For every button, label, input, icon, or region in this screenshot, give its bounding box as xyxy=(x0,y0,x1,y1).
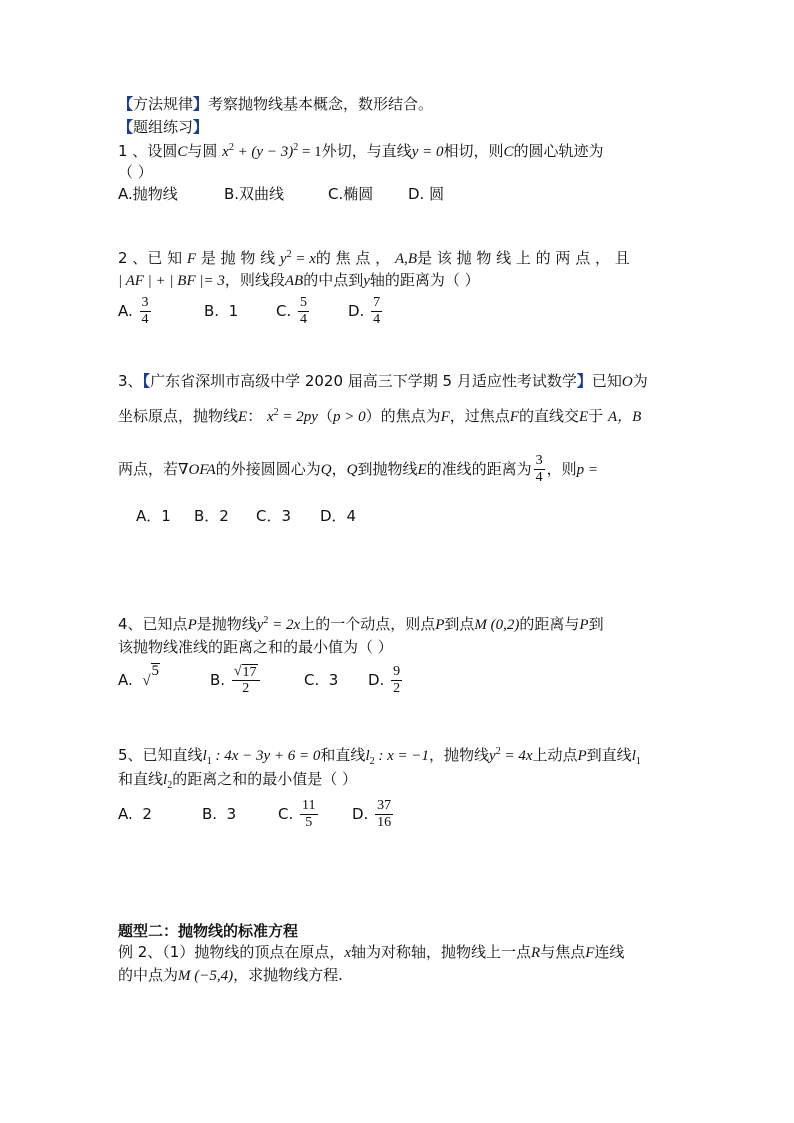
q3-text: 于 xyxy=(588,407,604,425)
q5-line1-ref: $l_1$ xyxy=(631,748,641,767)
q5-line2 xyxy=(118,769,357,790)
q3-var-e: E xyxy=(417,462,427,478)
q5-text: 和直线 xyxy=(320,746,366,764)
q4-text: 的距离与 xyxy=(519,615,580,633)
q5-option-b: B. 3 xyxy=(202,805,237,823)
q3-var-e: E xyxy=(238,409,248,425)
ex2-var-f: F xyxy=(585,945,595,961)
q1-text: 相切，则 xyxy=(443,142,504,160)
ex2-text: ，求抛物线方程. xyxy=(233,966,343,984)
q1-text: 的圆心轨迹为 xyxy=(513,142,604,160)
q3-line2 xyxy=(118,406,641,427)
bracket-open: 【 xyxy=(118,118,134,136)
ex2-text: 与焦点 xyxy=(540,943,586,961)
practice-label: 题组练习 xyxy=(133,118,194,136)
q3-line3 xyxy=(118,452,598,487)
ex2-axis: x xyxy=(344,945,352,961)
q1-circle-equation: $x^2 + (y - 3)^2 = 1$ xyxy=(222,142,322,160)
bracket-open: 【 xyxy=(142,372,151,390)
section-title: 题型二：抛物线的标准方程 xyxy=(118,922,299,940)
ex2-var-r: R xyxy=(531,945,541,961)
ex2-text: 的中点为 xyxy=(118,966,179,984)
q3-text: 的外接圆圆心为 xyxy=(215,460,321,478)
answer-blank: （ ） xyxy=(118,163,153,181)
q3-text: ，过焦点 xyxy=(449,407,510,425)
method-label: 方法规律 xyxy=(133,95,194,113)
q3-points: A，B xyxy=(607,409,642,425)
q4-option-b: B. √ 17 2 xyxy=(210,662,304,698)
q2-segment: AB xyxy=(284,273,304,289)
q3-var-o: O xyxy=(621,374,633,390)
q2-option-a: A. $\frac{3}{4}$ xyxy=(118,295,149,327)
bracket-close: 】 xyxy=(193,95,209,113)
q3-option-b: B．2 xyxy=(194,507,229,525)
q5-option-d: D. $\frac{37}{16}$ xyxy=(352,798,392,830)
q2-text: 的中点到 xyxy=(303,271,364,289)
q1-text: 与圆 xyxy=(187,142,218,160)
q3-text: 坐标原点，抛物线 xyxy=(118,407,239,425)
q1-paren xyxy=(118,162,153,182)
q4-number: 4、 xyxy=(118,615,143,633)
q5-options xyxy=(118,796,395,832)
q2-condition: | AF | + | BF |= 3 xyxy=(118,273,225,289)
method-line xyxy=(118,94,433,114)
practice-heading xyxy=(118,117,208,137)
q4-var-p: P xyxy=(435,617,445,633)
q2-option-d: D. $\frac{7}{4}$ xyxy=(348,295,381,327)
q4-option-d: D. $\frac{9}{2}$ xyxy=(368,664,401,696)
q4-text: 上的一个动点，则点 xyxy=(300,615,436,633)
q3-parabola-equation: $x^2 = 2py$ xyxy=(266,407,318,425)
q4-line2 xyxy=(118,637,393,657)
q3-var-q: Q xyxy=(320,462,332,478)
q3-var-e: E xyxy=(578,409,589,425)
q3-option-a: A．1 xyxy=(136,507,171,525)
q3-text: ： xyxy=(247,407,263,425)
q2-text: ，则线段 xyxy=(224,271,285,289)
q3-text: 已知 xyxy=(591,372,622,390)
q1-line1 xyxy=(118,141,604,162)
q3-p-condition: p > 0 xyxy=(332,409,366,425)
q1-option-a: A.抛物线 xyxy=(118,185,178,203)
q2-text: 是 抛 物 线 xyxy=(200,249,276,267)
q4-text: 到 xyxy=(588,615,604,633)
q3-line1 xyxy=(118,371,648,392)
q3-option-c: C．3 xyxy=(256,507,292,525)
q1-line-equation: y = 0 xyxy=(411,144,444,160)
q5-parabola-equation: $y^2 = 4x$ xyxy=(489,746,533,764)
q3-option-d: D．4 xyxy=(320,507,357,525)
q4-option-c: C. 3 xyxy=(304,671,339,689)
method-text: 考察抛物线基本概念，数形结合。 xyxy=(208,95,434,113)
q3-text: 两点，若 xyxy=(118,460,179,478)
q5-line2-ref: $l_2$ xyxy=(163,772,173,791)
q1-number: 1 、 xyxy=(118,142,148,160)
bracket-close: 】 xyxy=(576,372,592,390)
q2-var-f: F xyxy=(186,251,197,267)
q5-text: 和直线 xyxy=(118,770,164,788)
q3-var-f: F xyxy=(509,409,519,425)
q2-options xyxy=(118,294,384,328)
ex2-line2 xyxy=(118,965,343,986)
q4-line1 xyxy=(118,614,604,635)
q2-parabola-equation: $y^2 = x$ xyxy=(279,249,316,267)
q5-option-a: A. 2 xyxy=(118,805,152,823)
q4-text: 是抛物线 xyxy=(196,615,257,633)
ex2-point-m: M (−5,4) xyxy=(178,968,234,984)
q2-option-c: C. $\frac{5}{4}$ xyxy=(276,295,308,327)
q2-option-b: B. 1 xyxy=(204,302,239,320)
q4-text: 该抛物线准线的距离之和的最小值为（ ） xyxy=(118,638,393,656)
ex2-text: 例 2、（1）抛物线的顶点在原点， xyxy=(118,943,345,961)
q4-parabola-equation: $y^2 = 2x$ xyxy=(256,615,301,633)
q3-text: ， xyxy=(331,460,347,478)
q3-source: 广东省深圳市高级中学 2020 届高三下学期 5 月适应性考试数学 xyxy=(150,372,577,390)
q5-text: ，抛物线 xyxy=(429,746,490,764)
q1-option-b: B.双曲线 xyxy=(224,185,285,203)
ex2-text: 轴为对称轴，抛物线上一点 xyxy=(351,943,532,961)
q1-var-c: C xyxy=(503,144,514,160)
q3-text: 为 xyxy=(632,372,648,390)
q2-text: 是 该 抛 物 线 上 的 两 点 ， 且 xyxy=(417,249,630,267)
ex2-text: 连线 xyxy=(594,943,625,961)
q2-text: 轴的距离为（ ） xyxy=(369,271,480,289)
q5-text: 已知直线 xyxy=(142,746,203,764)
q4-options xyxy=(118,662,404,699)
q3-text: ）的焦点为 xyxy=(365,407,441,425)
q4-option-a: A. √ 5 xyxy=(118,663,160,689)
q5-text: 的距离之和的最小值是（ ） xyxy=(172,770,357,788)
ex2-line1 xyxy=(118,942,624,963)
q4-text: 已知点 xyxy=(142,615,188,633)
bracket-close: 】 xyxy=(193,118,209,136)
q5-line1 xyxy=(118,745,641,766)
q5-option-c: C. $\frac{11}{5}$ xyxy=(278,798,316,830)
q3-var-f: F xyxy=(440,409,450,425)
q4-text: 到点 xyxy=(444,615,475,633)
q4-var-p: P xyxy=(187,617,197,633)
q3-distance-fraction: $\frac{3}{4}$ xyxy=(535,453,543,485)
q5-line1-equation: $l_1$ : 4x − 3y + 6 = 0 xyxy=(202,748,321,767)
q2-text: 已 知 xyxy=(147,249,183,267)
q5-var-p: P xyxy=(577,748,587,764)
q4-var-p: P xyxy=(579,617,589,633)
q5-text: 到直线 xyxy=(586,746,632,764)
q5-line2-equation: $l_2$ : x = −1 xyxy=(365,748,430,767)
q3-text: 到抛物线 xyxy=(357,460,418,478)
q3-triangle: ∇OFA xyxy=(178,462,216,478)
q1-options xyxy=(118,184,444,204)
q3-number: 3、 xyxy=(118,372,143,390)
q1-text: 外切，与直线 xyxy=(321,142,412,160)
bracket-open: 【 xyxy=(118,95,134,113)
q1-option-d: D. 圆 xyxy=(408,185,445,203)
q5-text: 上动点 xyxy=(532,746,578,764)
q3-p-blank: p = xyxy=(576,462,599,478)
q2-text: 的 焦 点 ， xyxy=(315,249,391,267)
q5-number: 5、 xyxy=(118,746,143,764)
q3-text: （ xyxy=(317,407,333,425)
q3-options xyxy=(136,506,356,526)
q2-line2 xyxy=(118,270,480,291)
q3-text: 的直线交 xyxy=(518,407,579,425)
q1-text: 设圆 xyxy=(147,142,178,160)
q2-line1 xyxy=(118,248,630,269)
q3-var-q: Q xyxy=(346,462,358,478)
q1-option-c: C.椭圆 xyxy=(328,185,374,203)
q2-points: A,B xyxy=(394,251,418,267)
q3-text: 的准线的距离为 xyxy=(426,460,532,478)
q4-point-m: M (0,2) xyxy=(474,617,520,633)
q1-var-c: C xyxy=(177,144,188,160)
q2-number: 2 、 xyxy=(118,249,148,267)
q2-axis: y xyxy=(363,273,370,289)
q3-text: ，则 xyxy=(546,460,577,478)
